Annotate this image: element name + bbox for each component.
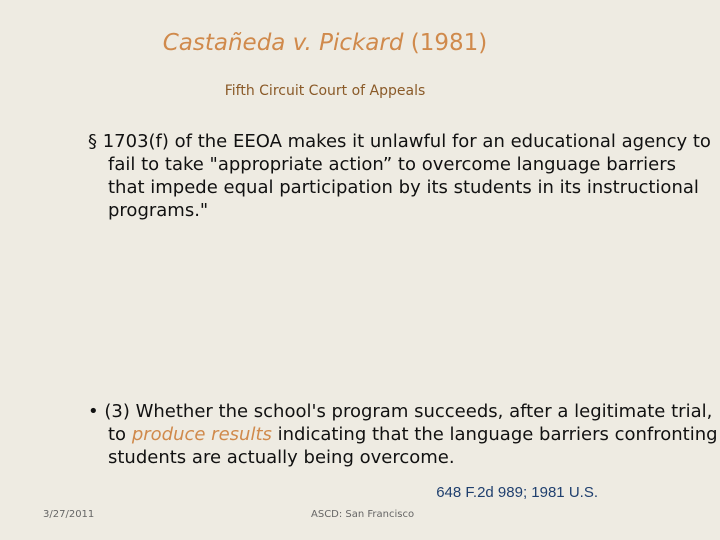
case-citation: 648 F.2d 989; 1981 U.S. — [436, 484, 598, 501]
statute-paragraph: § 1703(f) of the EEOA makes it unlawful for an educational agency to fail to take "appropriate action” to overcome language barriers that impede equal participation by its students in its instructional programs." — [88, 131, 711, 221]
bullet-marker: • — [88, 401, 99, 422]
bullet-item — [88, 400, 720, 469]
slide-title — [0, 30, 650, 56]
footer-event: ASCD: San Francisco — [311, 509, 415, 520]
slide-subtitle: Fifth Circuit Court of Appeals — [224, 83, 426, 99]
bullet-highlight: produce results — [131, 424, 272, 445]
bullet-text-start: (3) Whether the school's program succeeds, after a legitimate trial, to — [104, 401, 713, 445]
footer-date: 3/27/2011 — [43, 509, 95, 520]
case-name: Castañeda v. Pickard — [162, 30, 404, 56]
bullet-text-end: indicating that the language barriers confronting students are actually being overcome. — [108, 424, 718, 468]
case-year: (1981) — [410, 30, 488, 56]
